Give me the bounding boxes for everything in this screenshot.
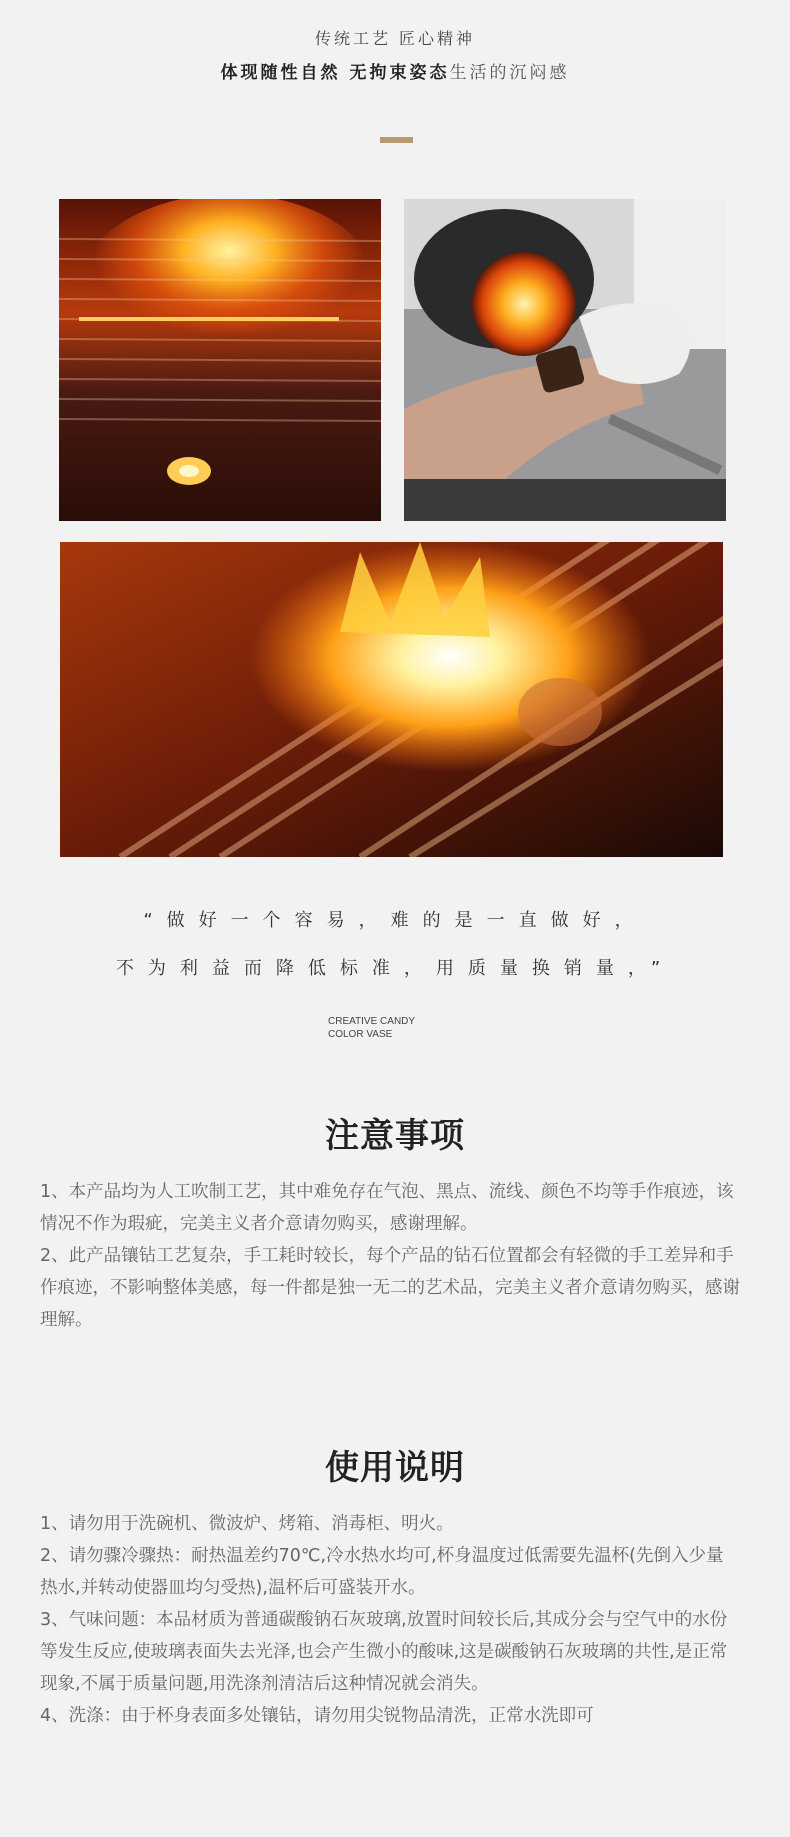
subtitle-light: 生活的沉闷感: [449, 63, 570, 83]
brand-mark: [328, 1015, 415, 1041]
usage-item: 2、请勿骤冷骤热：耐热温差约70℃,冷水热水均可,杯身温度过低需要先温杯(先倒入少量热水,并转动使器皿均匀受热),温杯后可盛装开水。: [40, 1546, 724, 1598]
tagline: 传统工艺 匠心精神: [314, 29, 476, 48]
accent-divider: [380, 137, 413, 143]
usage-item: 3、气味问题：本品材质为普通碳酸钠石灰玻璃,放置时间较长后,其成分会与空气中的水份等发生反应,使玻璃表面失去光泽,也会产生微小的酸味,这是碳酸钠石灰玻璃的共性,是正常现象,不属于质量问题,用洗涤剂清洁后这种情况就会消失。: [40, 1610, 728, 1694]
brand-line-2: COLOR VASE: [328, 1029, 393, 1040]
quote-line-2: 不为利益而降低标准，用质量换销量，”: [115, 958, 675, 979]
usage-list: [40, 1508, 740, 1732]
subtitle: [0, 58, 790, 83]
notes-title: 注意事项: [325, 1116, 465, 1156]
subtitle-bold: 体现随性自然 无拘束姿态: [220, 63, 450, 83]
usage-title: 使用说明: [325, 1448, 465, 1488]
glass-rods-flame-photo: [59, 199, 381, 521]
usage-item: 4、洗涤：由于杯身表面多处镶钻，请勿用尖锐物品清洗，正常水洗即可: [40, 1706, 594, 1726]
notes-item: 2、此产品镶钻工艺复杂，手工耗时较长，每个产品的钻石位置都会有轻微的手工差异和手作痕迹，不影响整体美感，每一件都是独一无二的艺术品，完美主义者介意请勿购买，感谢理解。: [40, 1246, 740, 1330]
notes-item: 1、本产品均为人工吹制工艺，其中难免存在气泡、黑点、流线、颜色不均等手作痕迹，该情况不作为瑕疵，完美主义者介意请勿购买，感谢理解。: [40, 1182, 734, 1234]
usage-item: 1、请勿用于洗碗机、微波炉、烤箱、消毒柜、明火。: [40, 1514, 454, 1534]
brand-line-1: CREATIVE CANDY: [328, 1016, 416, 1027]
glassblowing-worker-photo: [404, 199, 726, 521]
notes-list: [40, 1176, 740, 1336]
quote-line-1: “做好一个容易，难的是一直做好，: [143, 910, 647, 931]
glass-rods-fire-closeup-photo: [60, 542, 723, 857]
